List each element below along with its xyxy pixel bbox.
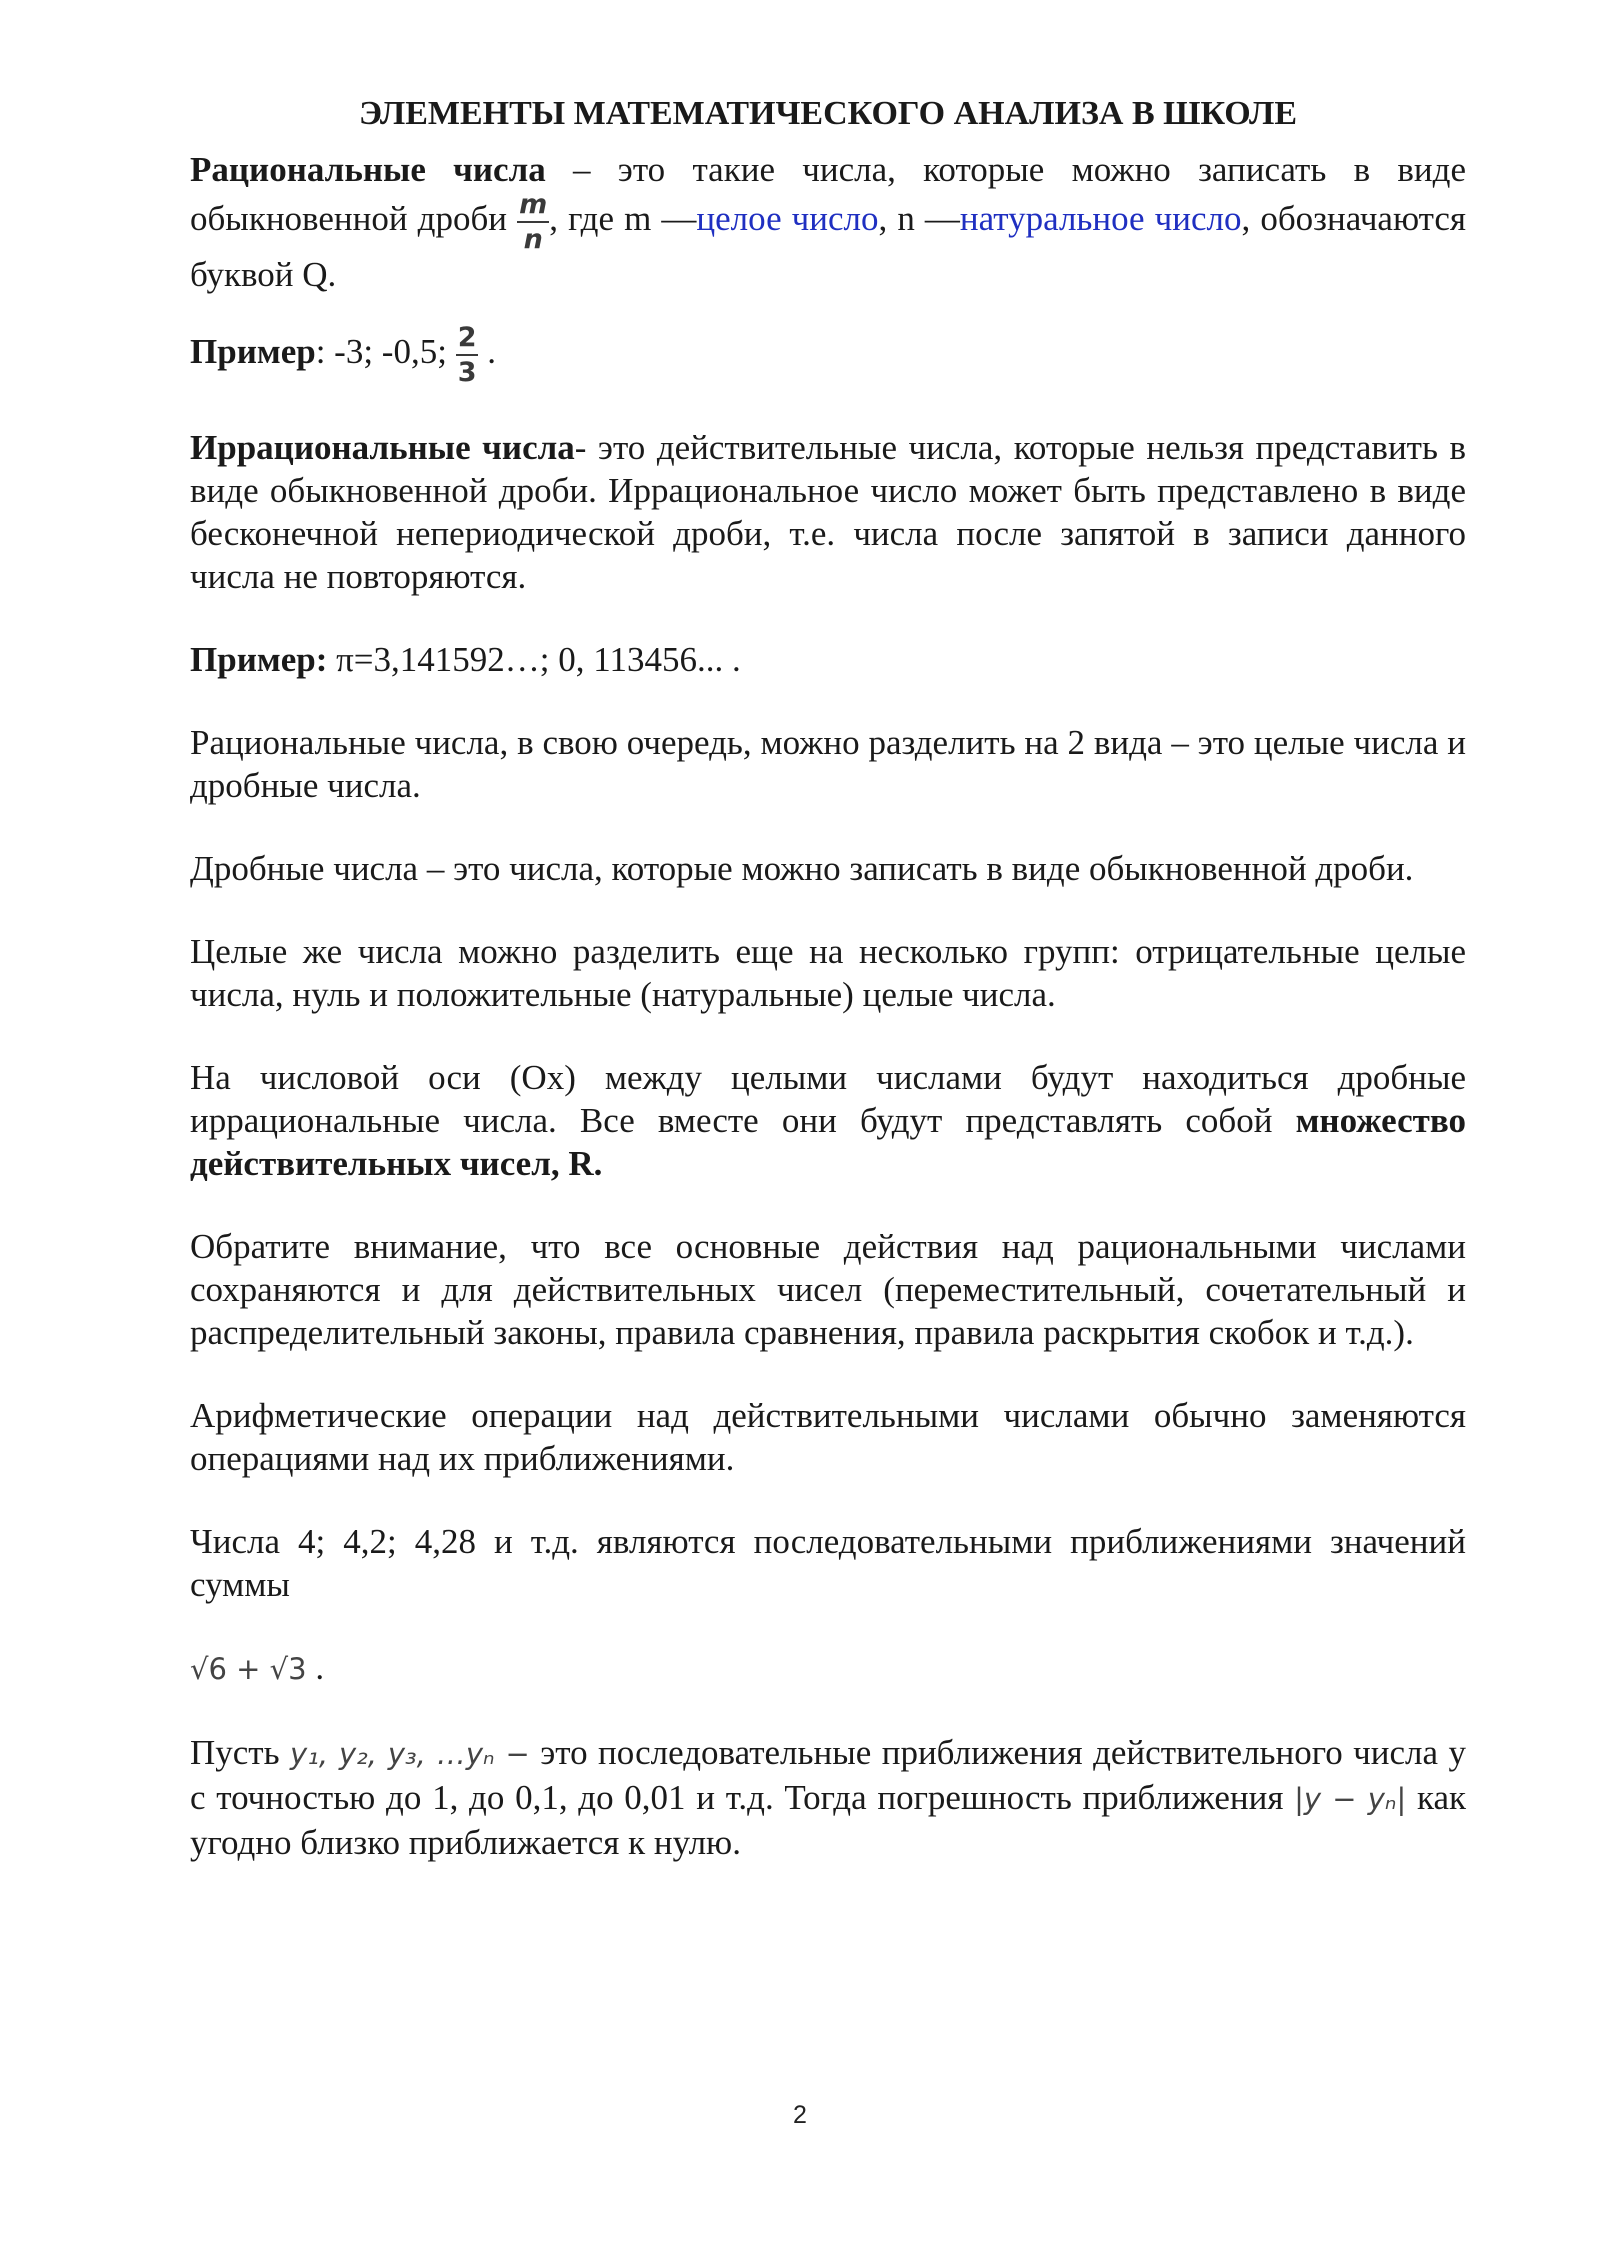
rational-definition (190, 148, 1466, 296)
rational-text-1: – это такие числа, которые можно записать в виде обыкновенной дроби (190, 150, 1466, 239)
sqrt-sum-formula: √6 + √3 (190, 1652, 307, 1686)
paragraph-fractional: Дробные числа – это числа, которые можно записать в виде обыкновенной дроби. (190, 849, 1414, 888)
example-rational (190, 324, 1466, 386)
document-page (190, 92, 1466, 1864)
paragraph-arithmetic: Арифметические операции над действительными числами обычно заменяются операциями над их приближениями. (190, 1396, 1466, 1478)
fraction-numerator: 2 (457, 322, 477, 353)
fraction-numerator: m (519, 189, 548, 220)
paragraph-error (190, 1731, 1466, 1864)
example-label: Пример (190, 332, 316, 372)
paragraph-number-axis (190, 1056, 1466, 1185)
example-rational-values: : -3; -0,5; (315, 332, 456, 372)
rational-text-3: , n — (878, 199, 960, 239)
fraction-bar (517, 221, 549, 223)
sum-formula (190, 1646, 1466, 1691)
axis-text: На числовой оси (Ox) между целыми числами будут находиться дробные иррациональные числа. Все вместе они будут представлять собой (190, 1058, 1466, 1140)
fraction-m-over-n (517, 191, 549, 253)
error-text-3: как угодно близко приближается к нулю. (190, 1778, 1466, 1862)
formula-end: . (306, 1648, 325, 1687)
integer-link[interactable]: целое число (696, 199, 879, 239)
paragraph-approximations: Числа 4; 4,2; 4,28 и т.д. являются последовательными приближениями значений суммы (190, 1522, 1466, 1604)
rational-term: Рациональные числа (190, 150, 546, 189)
fraction-denominator: n (523, 224, 543, 255)
example-irrational (190, 638, 1466, 681)
sequence-formula: y₁, y₂, y₃, …yₙ − (290, 1737, 530, 1771)
fraction-denominator: 3 (457, 357, 477, 388)
fraction-bar (456, 354, 479, 356)
irrational-term: Иррациональные числа (190, 428, 575, 467)
page-title: ЭЛЕМЕНТЫ МАТЕМАТИЧЕСКОГО АНАЛИЗА В ШКОЛЕ (358, 95, 1298, 132)
irrational-definition (190, 426, 1466, 598)
rational-text-2: , где m — (549, 199, 697, 239)
paragraph-integers: Целые же числа можно разделить еще на несколько групп: отрицательные целые числа, нуль и положительные (натуральные) целые числа. (190, 932, 1466, 1014)
error-text-2: это последовательные приближения действительного числа y с точностью до 1, до 0,1, до 0,01 и т.д. Тогда погрешность приближения (190, 1733, 1466, 1817)
error-text-1: Пусть (190, 1733, 291, 1772)
example-irrational-values: π=3,141592…; 0, 113456... . (327, 640, 741, 679)
fraction-two-thirds (456, 324, 479, 386)
example-end: . (478, 332, 496, 372)
error-formula: |y − yₙ| (1294, 1782, 1407, 1816)
real-numbers-set: множество действительных чисел, R. (190, 1101, 1466, 1183)
paragraph-operations: Обратите внимание, что все основные действия над рациональными числами сохраняются и для действительных чисел (переместительный, сочетательный и распределительный законы, правила сравнения, правила раскрытия скобок и т.д.). (190, 1227, 1466, 1352)
example-label: Пример: (190, 640, 328, 679)
natural-number-link[interactable]: натуральное число (959, 199, 1242, 239)
paragraph-two-kinds: Рациональные числа, в свою очередь, можно разделить на 2 вида – это целые числа и дробные числа. (190, 723, 1466, 805)
page-number: 2 (793, 2101, 807, 2129)
irrational-text: - это действительные числа, которые нельзя представить в виде обыкновенной дроби. Иррациональное число может быть представлено в виде бесконечной непериодической дроби, т.е. числа после запятой в записи данного числа не повторяются. (190, 428, 1466, 596)
rational-text-4: , обозначаются буквой Q. (190, 199, 1467, 294)
